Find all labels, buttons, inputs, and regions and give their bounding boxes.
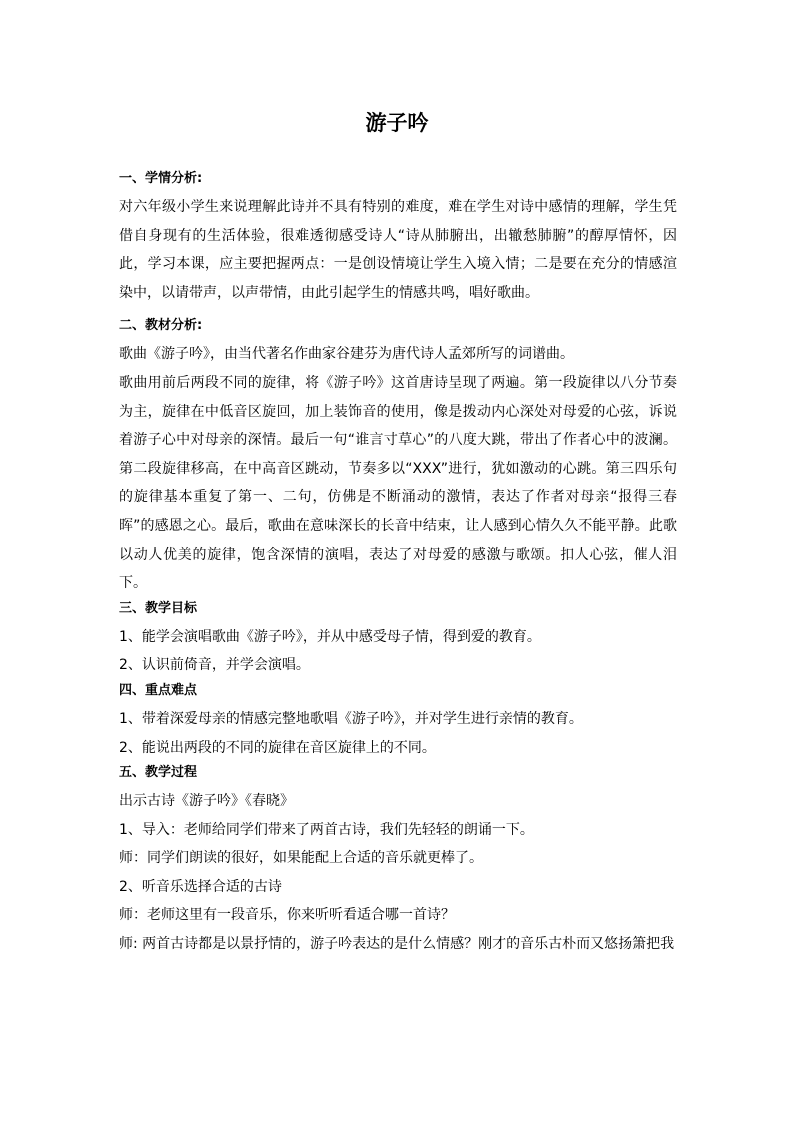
learning-analysis-paragraph: 对六年级小学生来说理解此诗并不具有特别的难度，难在学生对诗中感情的理解，学生凭借自身现有的生活体验，很难透彻感受诗人“诗从肺腑出，出辙愁肺腑”的醇厚情怀，因此，学习本课，应主要把握两点：一是创设情境让学生入境入情；二是要在充分的情感渲染中，以请带声，以声带情，由此引起学生的情感共鸣，唱好歌曲。 (119, 199, 677, 301)
teaching-process-line: 师: 两首古诗都是以景抒情的，游子吟表达的是什么情感？刚才的音乐古朴而又悠扬箫把我 (119, 936, 675, 953)
material-analysis-paragraph-1: 歌曲《游子吟》，由当代著名作曲家谷建芬为唐代诗人孟郊所写的词谱曲。 (119, 346, 574, 363)
section-heading-teaching-goals: 三、教学目标 (119, 600, 198, 616)
section-heading-material-analysis: 二、教材分析: (119, 318, 203, 334)
section-heading-teaching-process: 五、教学过程 (119, 765, 198, 781)
material-analysis-paragraph-2: 歌曲用前后两段不同的旋律，将《游子吟》这首唐诗呈现了两遍。第一段旋律以八分节奏为主，旋律在中低音区旋回，加上装饰音的使用，像是拨动内心深处对母爱的心弦，诉说着游子心中对母亲的深情。最后一句“谁言寸草心”的八度大跳，带出了作者心中的波澜。第二段旋律移高，在中高音区跳动，节奏多以“XXX”进行，犹如激动的心跳。第三四乐句的旋律基本重复了第一、二句，仿佛是不断涌动的激情，表达了作者对母亲“报得三春晖”的感恩之心。最后，歌曲在意味深长的长音中结束，让人感到心情久久不能平静。此歌以动人优美的旋律，饱含深情的演唱，表达了对母爱的感激与歌颂。扣人心弦，催人泪下。 (119, 374, 677, 592)
document-title: 游子吟 (365, 110, 429, 135)
teaching-process-line: 出示古诗《游子吟》《春晓》 (119, 793, 294, 810)
teaching-goal-item: 2、认识前倚音，并学会演唱。 (119, 657, 310, 674)
teaching-process-line: 师：老师这里有一段音乐，你来听听看适合哪一首诗？ (119, 907, 455, 924)
section-heading-learning-analysis: 一、学情分析: (119, 171, 203, 186)
key-point-item: 2、能说出两段的不同的旋律在音区旋律上的不同。 (119, 739, 436, 756)
key-point-item: 1、带着深爱母亲的情感完整地歌唱《游子吟》，并对学生进行亲情的教育。 (119, 710, 583, 727)
section-heading-key-points: 四、重点难点 (119, 682, 198, 698)
teaching-goal-item: 1、能学会演唱歌曲《游子吟》，并从中感受母子情，得到爱的教育。 (119, 628, 541, 645)
teaching-process-line: 师：同学们朗读的很好，如果能配上合适的音乐就更棒了。 (119, 850, 483, 867)
teaching-process-line: 2、听音乐选择合适的古诗 (119, 878, 282, 895)
teaching-process-line: 1、导入：老师给同学们带来了两首古诗，我们先轻轻的朗诵一下。 (119, 821, 534, 838)
document-body (119, 168, 677, 959)
